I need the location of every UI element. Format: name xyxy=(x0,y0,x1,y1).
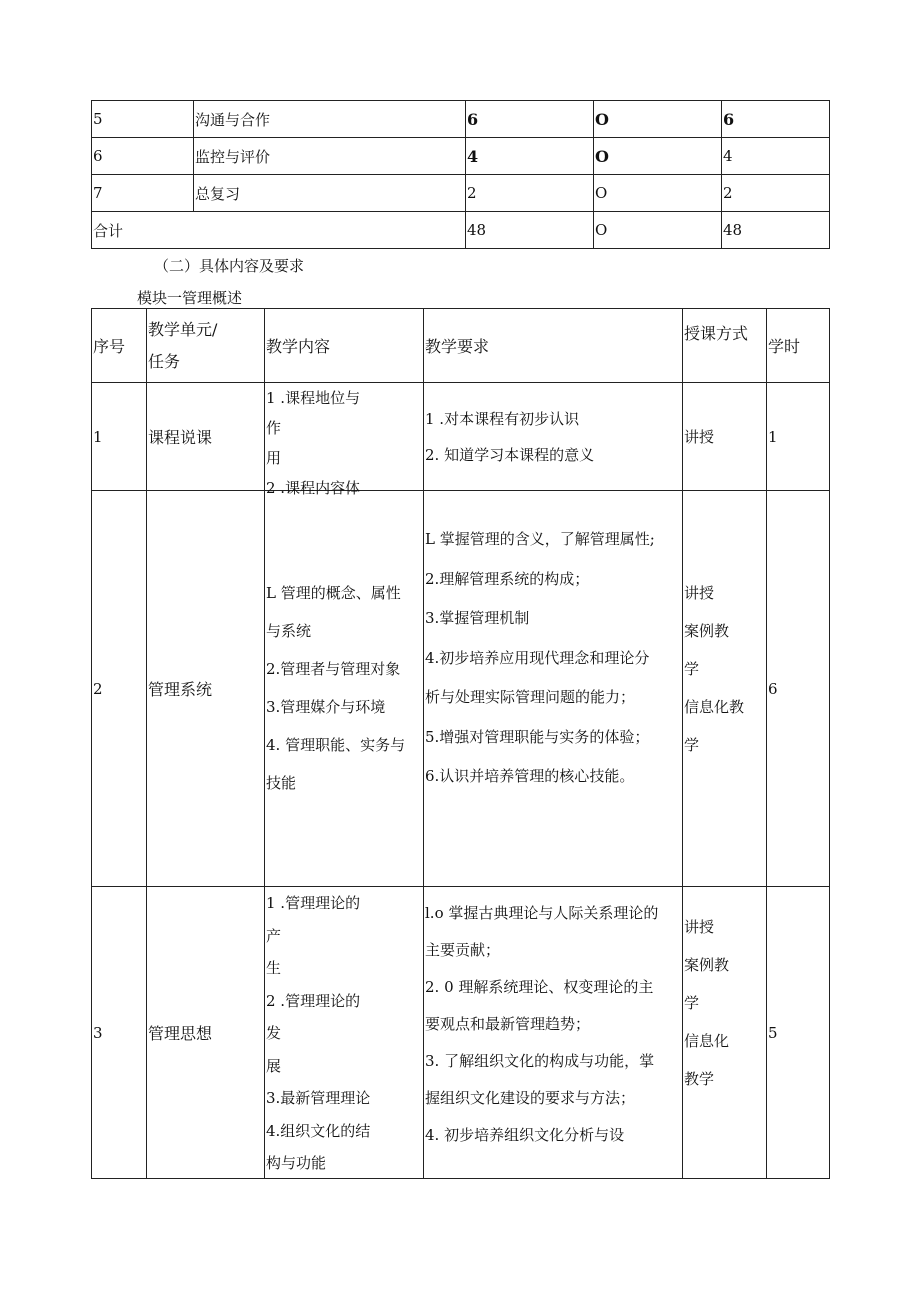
header-unit-line1: 教学单元/ xyxy=(148,319,218,339)
row-requirement-lines xyxy=(425,401,681,473)
content-line: 展 xyxy=(266,1056,282,1075)
content-line: 3.管理媒介与环境 xyxy=(266,698,386,716)
row-requirements xyxy=(424,383,683,491)
requirement-line: 1 .对本课程有初步认识 xyxy=(425,409,580,428)
hours-summary-table xyxy=(91,100,830,249)
row-requirement-lines xyxy=(425,520,681,857)
section-heading: （二）具体内容及要求 xyxy=(154,257,305,275)
row-requirements xyxy=(424,491,683,887)
content-line: 技能 xyxy=(266,774,297,792)
row-mode-lines xyxy=(684,908,765,1158)
summary-value: 6 xyxy=(722,101,830,138)
summary-total-row xyxy=(92,212,830,249)
requirement-line: 握组织文化建设的要求与方法； xyxy=(425,1089,636,1107)
mode-line: 学 xyxy=(684,659,700,678)
hours-summary-body xyxy=(92,101,830,249)
summary-no: 7 xyxy=(92,175,194,212)
requirement-line: 3. 了解组织文化的构成与功能，掌 xyxy=(425,1052,655,1070)
content-line: 4.组织文化的结 xyxy=(266,1121,371,1140)
summary-total-value: O xyxy=(594,212,722,249)
content-line: 作 xyxy=(266,419,282,437)
requirement-line: 2. 知道学习本课程的意义 xyxy=(425,445,595,464)
requirement-line: l.o 掌握古典理论与人际关系理论的 xyxy=(425,904,659,922)
content-line: 2.管理者与管理对象 xyxy=(266,660,401,678)
row-no: 3 xyxy=(92,887,147,1179)
summary-name: 总复习 xyxy=(194,175,466,212)
module-content-table xyxy=(91,308,830,1179)
summary-no: 6 xyxy=(92,138,194,175)
row-content-lines xyxy=(266,383,422,497)
summary-total-value: 48 xyxy=(466,212,594,249)
module-title: 模块一管理概述 xyxy=(137,289,243,307)
header-unit xyxy=(147,309,265,383)
row-hours: 5 xyxy=(767,887,830,1179)
row-requirements xyxy=(424,887,683,1179)
row-requirement-lines xyxy=(425,887,681,1154)
row-unit: 管理思想 xyxy=(147,887,265,1179)
row-hours: 6 xyxy=(767,491,830,887)
header-no: 序号 xyxy=(92,309,147,383)
summary-row xyxy=(92,138,830,175)
header-hours: 学时 xyxy=(767,309,830,383)
summary-value: 4 xyxy=(722,138,830,175)
requirement-line: 4.初步培养应用现代理念和理论分 xyxy=(425,648,650,667)
summary-no: 5 xyxy=(92,101,194,138)
table-header-row xyxy=(92,309,830,383)
header-requirements: 教学要求 xyxy=(424,309,683,383)
requirement-line: 2.理解管理系统的构成； xyxy=(425,569,590,588)
header-mode: 授课方式 xyxy=(683,309,767,383)
row-mode-lines xyxy=(684,418,765,456)
requirement-line: 主要贡献； xyxy=(425,941,501,959)
content-line: 构与功能 xyxy=(266,1154,327,1172)
row-unit: 管理系统 xyxy=(147,491,265,887)
table-row xyxy=(92,491,830,887)
mode-line: 讲授 xyxy=(684,583,715,602)
requirement-line: 5.增强对管理职能与实务的体验； xyxy=(425,727,650,746)
row-mode xyxy=(683,491,767,887)
mode-line: 学 xyxy=(684,735,700,754)
row-content-lines xyxy=(266,887,422,1177)
summary-value: 6 xyxy=(466,101,594,138)
content-line: 与系统 xyxy=(266,622,312,640)
summary-name: 沟通与合作 xyxy=(194,101,466,138)
summary-value: O xyxy=(594,101,722,138)
summary-name: 监控与评价 xyxy=(194,138,466,175)
requirement-line: 6.认识并培养管理的核心技能。 xyxy=(425,767,635,786)
requirement-line: 4. 初步培养组织文化分析与设 xyxy=(425,1126,625,1144)
row-no: 1 xyxy=(92,383,147,491)
summary-total-value: 48 xyxy=(722,212,830,249)
row-no: 2 xyxy=(92,491,147,887)
mode-line: 案例教 xyxy=(684,955,730,974)
content-line: 用 xyxy=(266,449,282,467)
content-line: 3.最新管理理论 xyxy=(266,1089,371,1107)
requirement-line: 3.掌握管理机制 xyxy=(425,609,530,628)
table-row xyxy=(92,383,830,491)
content-line: 1 .管理理论的 xyxy=(266,894,361,912)
content-line: 2 .管理理论的 xyxy=(266,991,361,1010)
mode-line: 讲授 xyxy=(684,427,715,446)
row-hours: 1 xyxy=(767,383,830,491)
header-unit-line2: 任务 xyxy=(148,351,181,371)
summary-total-label: 合计 xyxy=(92,212,466,249)
summary-row xyxy=(92,101,830,138)
row-mode xyxy=(683,383,767,491)
requirement-line: L 掌握管理的含义，了解管理属性; xyxy=(425,530,655,549)
module-content-body xyxy=(92,383,830,1179)
mode-line: 案例教 xyxy=(684,621,730,640)
summary-value: O xyxy=(594,175,722,212)
summary-row xyxy=(92,175,830,212)
mode-line: 学 xyxy=(684,993,700,1012)
row-mode-lines xyxy=(684,574,765,804)
content-line: 发 xyxy=(266,1024,282,1042)
summary-value: O xyxy=(594,138,722,175)
row-mode xyxy=(683,887,767,1179)
content-line: 4. 管理职能、实务与 xyxy=(266,736,406,754)
header-content: 教学内容 xyxy=(265,309,424,383)
requirement-line: 2. 0 理解系统理论、权变理论的主 xyxy=(425,978,654,996)
content-line: 生 xyxy=(266,959,282,977)
row-content xyxy=(265,491,424,887)
content-line: 1 .课程地位与 xyxy=(266,389,361,407)
mode-line: 信息化 xyxy=(684,1031,730,1050)
summary-value: 2 xyxy=(722,175,830,212)
summary-value: 2 xyxy=(466,175,594,212)
mode-line: 信息化教 xyxy=(684,697,745,716)
requirement-line: 析与处理实际管理问题的能力； xyxy=(425,688,636,707)
content-line: 产 xyxy=(266,926,282,945)
row-content xyxy=(265,887,424,1179)
table-row xyxy=(92,887,830,1179)
row-content xyxy=(265,383,424,497)
row-content-lines xyxy=(266,491,422,885)
mode-line: 教学 xyxy=(684,1069,715,1088)
content-line: 2 .课程内容体 xyxy=(266,479,361,497)
content-line: L 管理的概念、属性 xyxy=(266,584,401,602)
mode-line: 讲授 xyxy=(684,917,715,936)
row-unit: 课程说课 xyxy=(147,383,265,491)
summary-value: 4 xyxy=(466,138,594,175)
requirement-line: 要观点和最新管理趋势； xyxy=(425,1015,591,1033)
